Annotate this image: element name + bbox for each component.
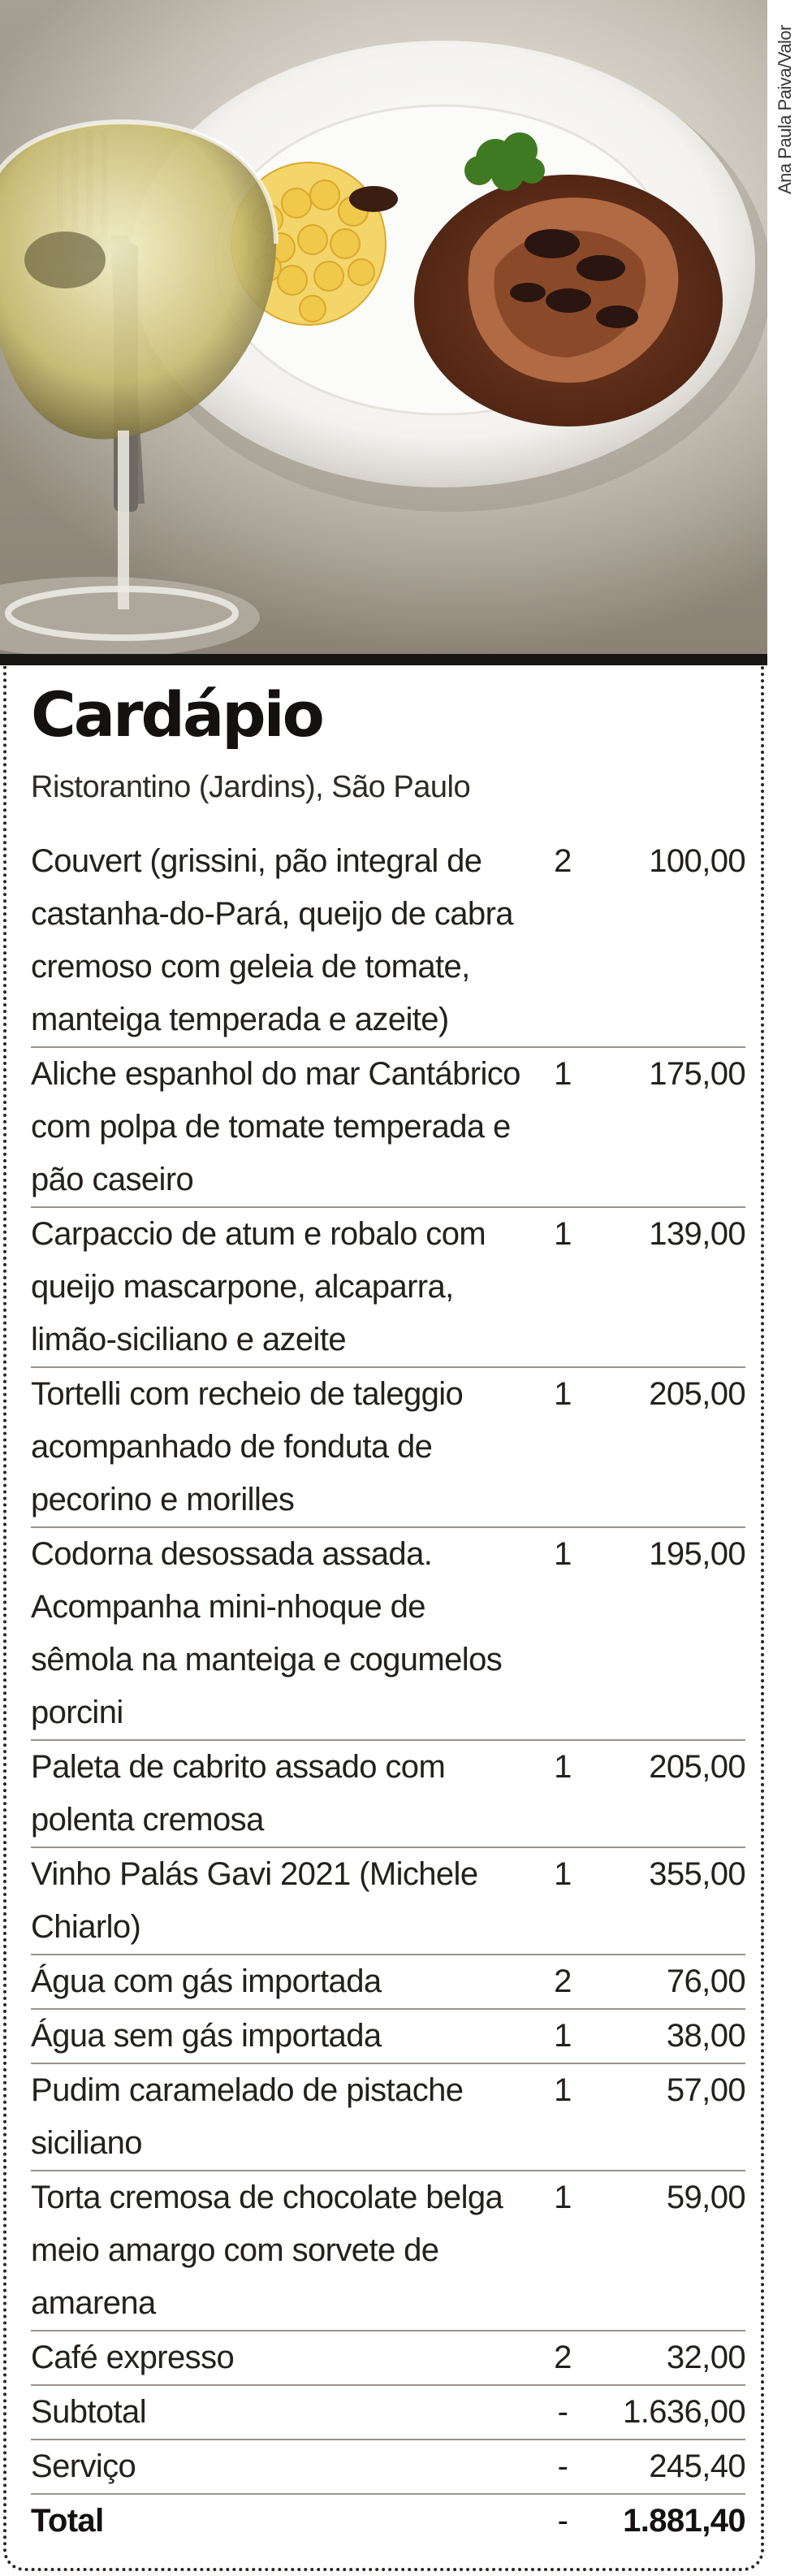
item-description: Couvert (grissini, pão integral de castanha-do-Pará, queijo de cabra cremoso com geleia de tomate, manteiga temperada e azeite) [31,843,513,1037]
item-description: Água com gás importada [31,1963,382,1999]
menu-item-row [31,1528,745,1741]
menu-item-row [31,1741,745,1848]
item-price: 139,00 [649,1216,745,1252]
item-price: 195,00 [649,1536,745,1572]
menu-item-row [31,2010,745,2064]
item-quantity: 1 [554,2018,572,2054]
item-quantity: 2 [554,2340,572,2375]
item-price: 355,00 [649,1856,745,1892]
menu-item-row [31,1848,745,1955]
item-quantity: 1 [554,1749,572,1785]
subtotal-quantity: - [557,2394,568,2430]
menu-item-list [31,835,745,2548]
menu-item-row [31,2331,745,2386]
total-quantity: - [557,2503,568,2539]
service-label: Serviço [31,2448,136,2484]
item-quantity: 1 [554,1536,572,1572]
subtotal-label: Subtotal [31,2394,146,2430]
menu-item-row [31,835,745,1048]
item-quantity: 1 [554,1056,572,1092]
item-quantity: 2 [554,1963,572,1999]
dish-photo [0,0,767,654]
total-label: Total [31,2503,104,2539]
item-price: 57,00 [666,2072,745,2108]
item-quantity: 1 [554,1856,572,1892]
item-price: 32,00 [666,2340,745,2375]
item-description: Carpaccio de atum e robalo com queijo mascarpone, alcaparra, limão-siciliano e azeite [31,1216,486,1357]
item-price: 205,00 [649,1749,745,1785]
item-description: Água sem gás importada [31,2018,382,2054]
total-price: 1.881,40 [623,2503,745,2539]
dish-photo-illustration [0,0,767,654]
restaurant-name: Ristorantino (Jardins), São Paulo [31,770,471,804]
service-quantity: - [557,2448,568,2484]
item-description: Pudim caramelado de pistache siciliano [31,2072,464,2161]
item-price: 100,00 [649,843,745,879]
item-description: Aliche espanhol do mar Cantábrico com polpa de tomate temperada e pão caseiro [31,1056,520,1197]
menu-item-row [31,2171,745,2331]
total-row [31,2495,745,2548]
photo-credit-text: Ana Paula Paiva/Valor [775,24,795,195]
menu-box [3,666,764,2571]
menu-item-row [31,1955,745,2010]
service-price: 245,40 [649,2448,745,2484]
item-price: 59,00 [666,2180,745,2215]
menu-item-row [31,1208,745,1368]
item-quantity: 1 [554,2180,572,2215]
item-description: Codorna desossada assada. Acompanha mini-nhoque de sêmola na manteiga e cogumelos porcini [31,1536,503,1730]
subtotal-price: 1.636,00 [623,2394,745,2430]
item-description: Torta cremosa de chocolate belga meio amargo com sorvete de amarena [31,2180,503,2321]
item-quantity: 1 [554,2072,572,2108]
service-row [31,2440,745,2495]
item-quantity: 1 [554,1216,572,1252]
item-description: Vinho Palás Gavi 2021 (Michele Chiarlo) [31,1856,478,1945]
item-description: Café expresso [31,2340,235,2375]
item-description: Tortelli com recheio de taleggio acompanhado de fonduta de pecorino e morilles [31,1376,464,1517]
menu-item-row [31,2064,745,2171]
menu-item-row [31,1048,745,1208]
item-price: 38,00 [666,2018,745,2054]
item-quantity: 2 [554,843,572,879]
item-quantity: 1 [554,1376,572,1412]
menu-item-row [31,1368,745,1528]
item-price: 76,00 [666,1963,745,1999]
menu-title: Cardápio [31,678,322,751]
item-price: 205,00 [649,1376,745,1412]
subtotal-row [31,2386,745,2440]
photo-bottom-rule [0,654,767,665]
item-description: Paleta de cabrito assado com polenta cremosa [31,1749,446,1838]
photo-credit [773,0,797,219]
item-price: 175,00 [649,1056,745,1092]
